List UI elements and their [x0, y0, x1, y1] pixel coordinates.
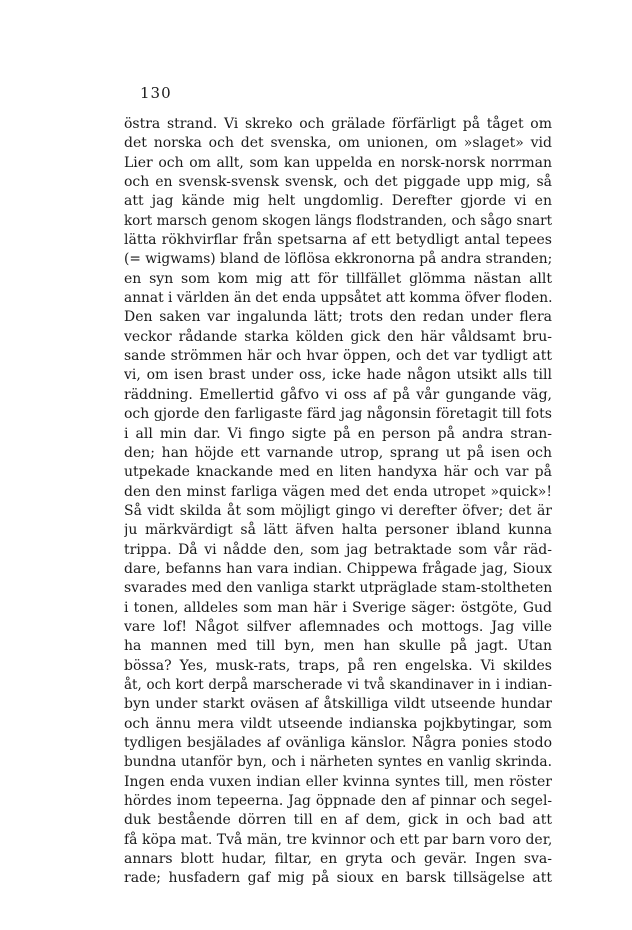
text-line: rade; husfadern gaf mig på sioux en barsk tillsägelse att [124, 870, 552, 887]
text-line: ju märkvärdigt så lätt äfven halta personer ibland kunna [124, 522, 552, 539]
text-line: annars blott hudar, filtar, en gryta och gevär. Ingen sva- [124, 851, 552, 868]
text-line: ha mannen med till byn, men han skulle på jagt. Utan [124, 638, 552, 655]
text-line: i tonen, alldeles som man här i Sverige säger: östgöte, Gud [124, 599, 552, 616]
text-line: bössa? Yes, musk-rats, traps, på ren engelska. Vi skildes [124, 657, 552, 674]
text-line: östra strand. Vi skreko och grälade förfärligt på tåget om [124, 116, 552, 132]
text-line: få köpa mat. Två män, tre kvinnor och ett par barn voro der, [124, 831, 552, 848]
text-line: vi, om isen brast under oss, icke hade någon utsikt alls till [124, 367, 552, 384]
text-line: svarades med den vanliga starkt utpräglade stam-stoltheten [124, 580, 552, 597]
text-line: Lier och om allt, som kan uppelda en norsk-norsk norrman [124, 154, 552, 171]
text-line: utpekade knackande med en liten handyxa här och var på [124, 464, 552, 481]
text-line: Den saken var ingalunda lätt; trots den redan under flera [124, 309, 552, 326]
text-line: den; han höjde ett varnande utrop, sprang ut på isen och [124, 444, 552, 461]
text-line: sande strömmen här och hvar öppen, och det var tydligt att [124, 348, 552, 365]
text-line: och ännu mera vildt utseende indianska pojkbytingar, som [124, 715, 552, 732]
text-line: annat i världen än det enda uppsåtet att komma öfver floden. [124, 290, 552, 307]
page-number: 130 [140, 84, 172, 102]
text-line: tydligen besjälades af ovänliga känslor. Några ponies stodo [124, 735, 552, 751]
text-line: kort marsch genom skogen längs flodstranden, och sågo snart [124, 212, 552, 229]
text-line: den den minst farliga vägen med det enda utropet »quick»! [124, 483, 552, 500]
text-line: att jag kände mig helt ungdomlig. Derefter gjorde vi en [124, 193, 552, 210]
text-line: lätta rökhvirflar från spetsarna af ett betydligt antal tepees [124, 232, 552, 249]
text-line: trippa. Då vi nådde den, som jag betraktade som vår räd- [124, 541, 552, 558]
text-line: Så vidt skilda åt som möjligt gingo vi derefter öfver; det är [124, 502, 552, 519]
text-line: (= wigwams) bland de löflösa ekkronorna på andra stranden; [124, 251, 552, 268]
text-line: åt, och kort derpå marscherade vi två skandinaver in i indian- [124, 676, 552, 693]
text-line: dare, befanns han vara indian. Chippewa frågade jag, Sioux [124, 560, 552, 577]
text-line: och gjorde den farligaste färd jag någonsin företagit till fots [124, 406, 552, 423]
text-line: i all min dar. Vi fingo sigte på en person på andra stran- [124, 425, 552, 442]
text-line: hördes inom tepeerna. Jag öppnade den af pinnar och segel- [124, 793, 552, 810]
text-line: räddning. Emellertid gåfvo vi oss af på vår gungande väg, [124, 386, 552, 403]
text-line: veckor rådande starka kölden gick den här våldsamt bru- [124, 328, 552, 345]
body-text [124, 115, 552, 889]
text-line: en syn som kom mig att för tillfället glömma nästan allt [124, 270, 552, 287]
text-line: bundna utanför byn, och i närheten syntes en vanlig skrinda. [124, 754, 552, 771]
text-line: byn under starkt oväsen af åtskilliga vildt utseende hundar [124, 696, 552, 713]
text-line: Ingen enda vuxen indian eller kvinna syntes till, men röster [124, 773, 552, 790]
text-line: duk bestående dörren till en af dem, gick in och bad att [124, 812, 552, 829]
text-line: det norska och det svenska, om unionen, om »slaget» vid [124, 135, 552, 152]
text-line: och en svensk-svensk svensk, och det piggade upp mig, så [124, 174, 552, 191]
text-line: vare lof! Något silfver aflemnades och mottogs. Jag ville [124, 618, 552, 635]
